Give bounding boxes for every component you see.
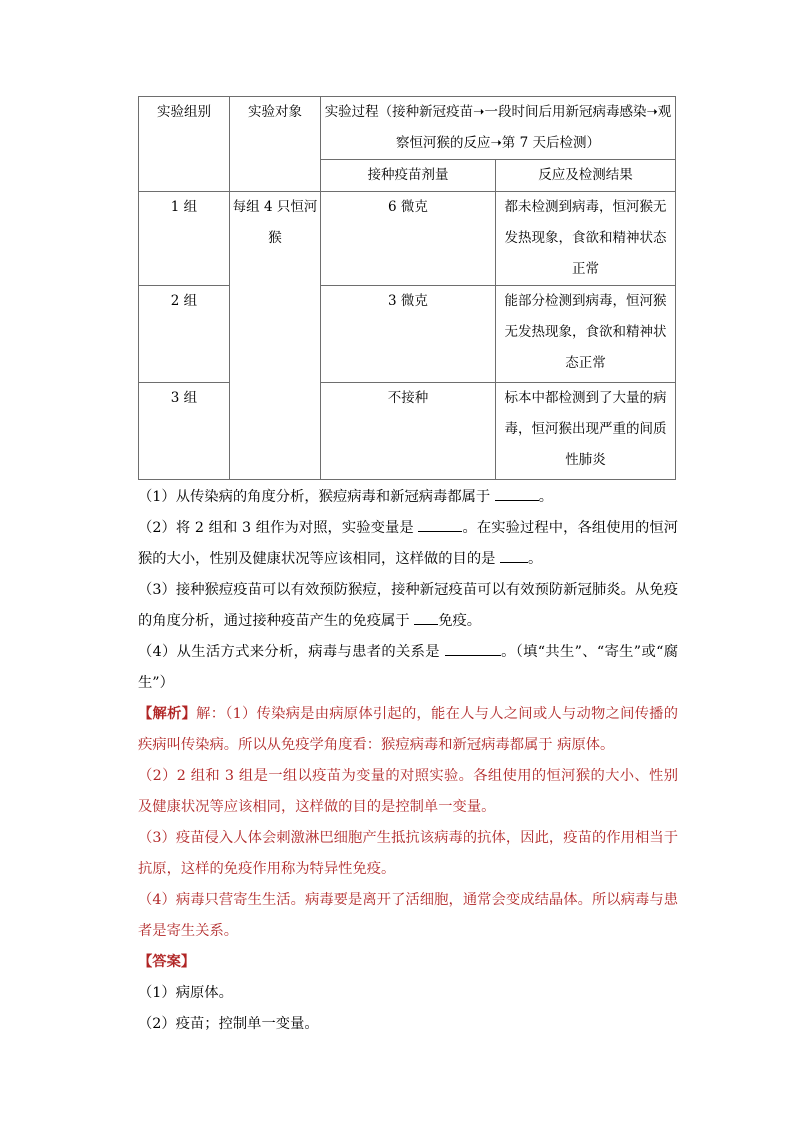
row2-group: 2 组 [139,286,230,383]
answer-tag: 【答案】 [138,954,196,970]
analysis-p2: （2）2 组和 3 组是一组以疫苗为变量的对照实验。各组使用的恒河猴的大小、性别及健康状况等应该相同，这样做的目的是控制单一变量。 [138,768,678,815]
analysis-p3: （3）疫苗侵入人体会刺激淋巴细胞产生抵抗该病毒的抗体，因此，疫苗的作用相当于抗原，这样的免疫作用称为特异性免疫。 [138,830,678,877]
answer-2: （2）疫苗；控制单一变量。 [138,1016,319,1032]
question-2: （2）将 2 组和 3 组作为对照，实验变量是 。在实验过程中，各组使用的恒河猴的大小，性别及健康状况等应该相同，这样做的目的是 。 [138,513,678,575]
row2-dose: 3 微克 [321,286,496,383]
analysis-p4: （4）病毒只营寄生生活。病毒要是离开了活细胞，通常会变成结晶体。所以病毒与患者是寄生关系。 [138,892,678,939]
question-4: （4）从生活方式来分析，病毒与患者的关系是 。（填“共生”、“寄生”或“腐生”） [138,637,678,699]
header-dose: 接种疫苗剂量 [321,160,496,192]
subject-cell: 每组 4 只恒河猴 [230,192,321,480]
header-process: 实验过程（接种新冠疫苗➝一段时间后用新冠病毒感染➝观察恒河猴的反应➝第 7 天后检测） [321,97,676,160]
header-result: 反应及检测结果 [496,160,676,192]
row3-result: 标本中都检测到了大量的病毒，恒河猴出现严重的间质性肺炎 [496,383,676,480]
row2-result: 能部分检测到病毒，恒河猴无发热现象，食欲和精神状态正常 [496,286,676,383]
row3-dose: 不接种 [321,383,496,480]
header-subject: 实验对象 [230,97,321,192]
experiment-table [138,96,676,480]
analysis-p1: 【解析】解：（1）传染病是由病原体引起的，能在人与人之间或人与动物之间传播的疾病叫传染病。所以从免疫学角度看：猴痘病毒和新冠病毒都属于 病原体。 [138,706,678,753]
analysis-section [138,699,678,947]
answer-section [138,947,678,1040]
answer-1: （1）病原体。 [138,985,233,1001]
row1-dose: 6 微克 [321,192,496,286]
row1-result: 都未检测到病毒，恒河猴无发热现象，食欲和精神状态正常 [496,192,676,286]
analysis-tag: 【解析】 [138,706,197,722]
questions [138,482,678,699]
document-page [138,96,678,1040]
question-1: （1）从传染病的角度分析，猴痘病毒和新冠病毒都属于 。 [138,482,678,513]
row1-group: 1 组 [139,192,230,286]
header-group: 实验组别 [139,97,230,192]
row3-group: 3 组 [139,383,230,480]
question-3: （3）接种猴痘疫苗可以有效预防猴痘，接种新冠疫苗可以有效预防新冠肺炎。从免疫的角度分析，通过接种疫苗产生的免疫属于 免疫。 [138,582,678,629]
